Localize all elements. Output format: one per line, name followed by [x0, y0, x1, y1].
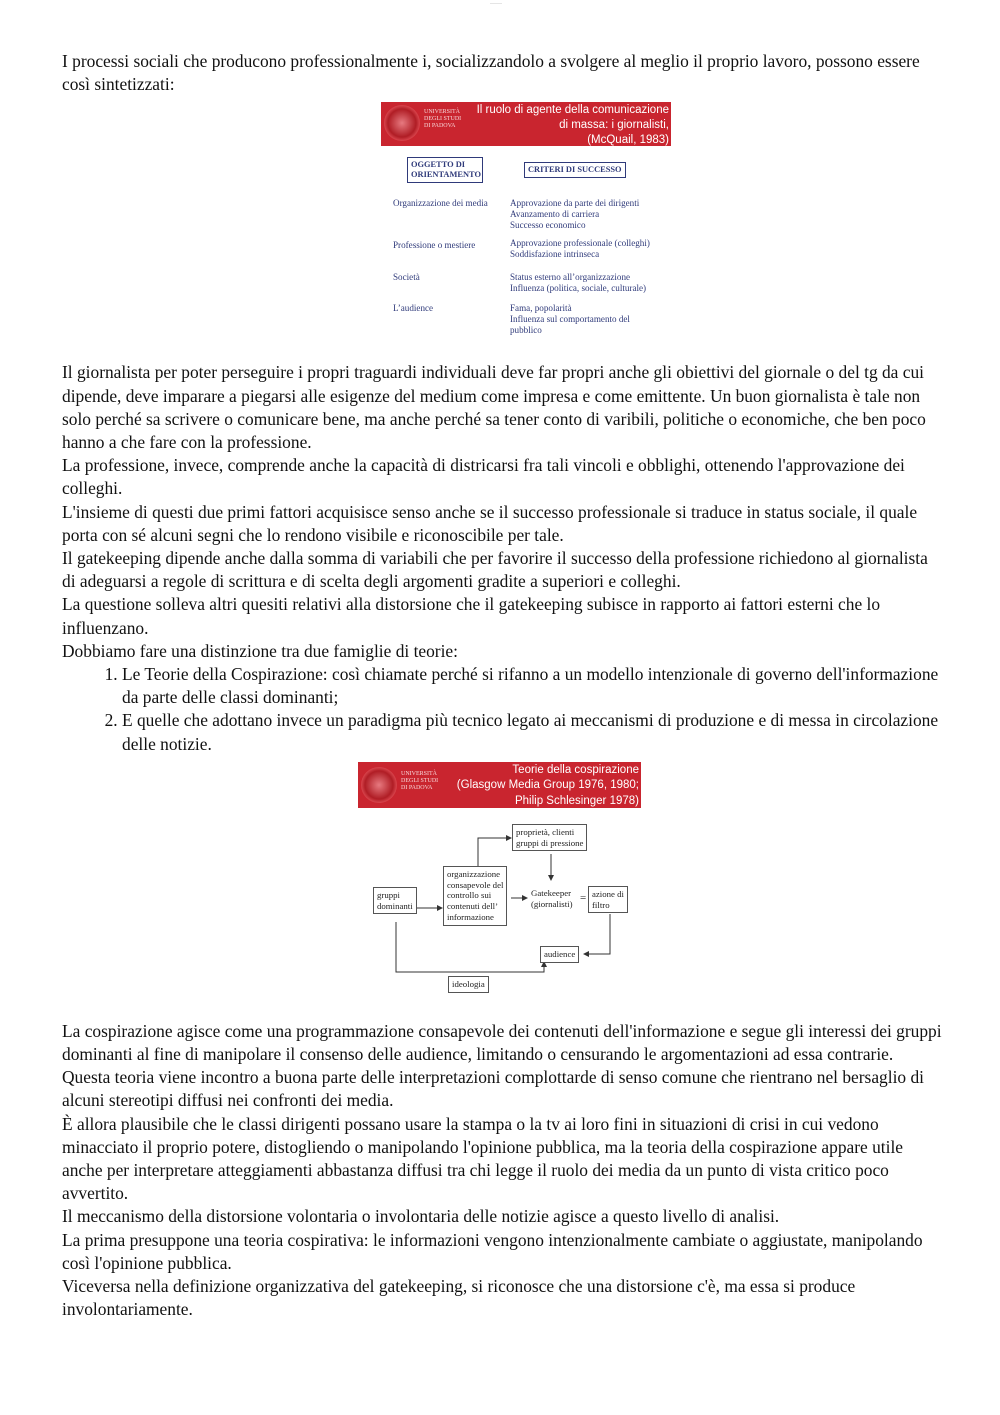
- theory-list: [62, 663, 942, 756]
- figure2-title-line: (Glasgow Media Group 1976, 1980;: [456, 779, 639, 792]
- body-paragraph: Il gatekeeping dipende anche dalla somma di variabili che per favorire il successo della professione richiedono al giornalista di adeguarsi a regole di scrittura e di scelta degli argomenti gradite a superiori e colleghi.: [62, 548, 928, 592]
- figure-conspiracy-diagram: [358, 762, 648, 1002]
- body-paragraph: Dobbiamo fare una distinzione tra due famiglie di teorie:: [62, 640, 458, 661]
- row-object: Società: [393, 272, 420, 283]
- body-paragraph: La cospirazione agisce come una programmazione consapevole dei contenuti dell'informazione e segue gli interessi dei gruppi dominanti al fine di manipolare il consenso delle audience, limitando o censurando le argomentazioni ad essa contrarie. Questa teoria viene incontro a buona parte delle interpretazioni complottarde di senso comune che rientrano nel bersaglio di alcuni stereotipi diffusi nei confronti dei media.: [62, 1020, 942, 1111]
- figure2-title-line: Teorie della cospirazione: [512, 763, 639, 776]
- node-audience: audience: [540, 946, 579, 963]
- list-item: 2. E quelle che adottano invece un paradigma più tecnico legato ai meccanismi di produzione e di messa in circolazione delle notizie.: [122, 709, 942, 755]
- body-paragraph: È allora plausibile che le classi dirigenti possano usare la stampa o la tv ai loro fini in situazioni di crisi in cui vedono minacciato il proprio potere, distogliendo o manipolando l'opinione pubblica, ma la teoria della cospirazione appare utile anche per interpretare atteggiamenti abbastanza diffusi tra chi legge il ruolo dei media da un punto di vista critico poco avvertito.: [62, 1113, 904, 1204]
- university-name: UNIVERSITÀ DEGLI STUDI DI PADOVA: [424, 109, 462, 130]
- row-criteria: Status esterno all’organizzazione Influenza (politica, sociale, culturale): [510, 272, 647, 294]
- arrow-groups-to-audience: [396, 922, 544, 972]
- equals-sign: =: [580, 891, 587, 904]
- node-filter-action: azione di filtro: [588, 886, 628, 914]
- figure1-banner: [381, 102, 671, 146]
- body-paragraph: La professione, invece, comprende anche la capacità di districarsi fra tali vincoli e obblighi, ottenendo l'approvazione dei colleghi.: [62, 455, 905, 499]
- node-conscious-organization: organizzazione consapevole del controllo sui contenuti dell’ informazione: [443, 866, 507, 926]
- row-criteria: Fama, popolarità Influenza sul comportamento del pubblico: [510, 303, 630, 336]
- university-name: UNIVERSITÀ DEGLI STUDI DI PADOVA: [401, 770, 439, 791]
- node-owners-pressure-groups: proprietà, clienti gruppi di pressione: [512, 824, 587, 852]
- body-paragraph: La prima presuppone una teoria cospirativa: le informazioni vengono intenzionalmente cambiate o aggiustate, manipolando così l'opinione pubblica.: [62, 1229, 923, 1273]
- row-object: Professione o mestiere: [393, 240, 476, 251]
- body-paragraph: L'insieme di questi due primi fattori acquisisce senso anche se il successo professionale si traduce in status sociale, il quale porta con sé alcuni segni che lo rendono visibile e riconoscibile per tale.: [62, 501, 918, 545]
- row-object: Organizzazione dei media: [393, 198, 488, 209]
- body-paragraph: Viceversa nella definizione organizzativa del gatekeeping, si riconosce che una distorsione c'è, ma essa si produce involontariamente.: [62, 1276, 856, 1320]
- node-ideology: ideologia: [448, 976, 489, 993]
- node-gatekeeper: Gatekeeper (giornalisti): [528, 886, 576, 912]
- body-paragraph: Il meccanismo della distorsione volontaria o involontaria delle notizie agisce a questo livello di analisi.: [62, 1206, 780, 1227]
- figure1-title-line: di massa: i giornalisti,: [559, 119, 669, 132]
- figure2-title-line: Philip Schlesinger 1978): [514, 794, 639, 807]
- arrow-filter-to-audience: [584, 914, 610, 954]
- page-header-mark: ———: [490, 0, 502, 5]
- node-dominant-groups: gruppi dominanti: [373, 887, 417, 915]
- figure1-title-line: (McQuail, 1983): [587, 134, 669, 147]
- body-paragraph: Il giornalista per poter perseguire i propri traguardi individuali deve far propri anche gli obiettivi del giornale o del tg da cui dipende, deve imparare a piegarsi alle esigenze del medium come impresa e come emittente. Un buon giornalista è tale non solo perché sa scrivere o comunicare bene, ma anche perché sa tener conto di varibili, politiche o economiche, che ben poco hanno a che fare con la professione.: [62, 362, 926, 453]
- figure1-title-line: Il ruolo di agente della comunicazione: [476, 104, 669, 117]
- list-item: 1. Le Teorie della Cospirazione: così chiamate perché si rifanno a un modello intenzionale di governo dell'informazione da parte delle classi dominanti;: [122, 663, 942, 709]
- document-page: [62, 50, 942, 1322]
- row-criteria: Approvazione professionale (colleghi) Soddisfazione intrinseca: [510, 238, 650, 260]
- success-criteria-header: CRITERI DI SUCCESSO: [524, 162, 626, 178]
- figure1-title: [477, 103, 669, 148]
- body-paragraph: La questione solleva altri quesiti relativi alla distorsione che il gatekeeping subisce in rapporto ai fattori esterni che lo influenzano.: [62, 594, 881, 638]
- arrow-org-to-owners: [478, 838, 511, 866]
- intro-paragraph: I processi sociali che producono professionalmente i, socializzandolo a svolgere al meglio il proprio lavoro, possono essere così sintetizzati:: [62, 51, 920, 95]
- row-criteria: Approvazione da parte dei dirigenti Avanzamento di carriera Successo economico: [510, 198, 640, 231]
- row-object: L’audience: [393, 303, 434, 314]
- figure-mcquail-table: [381, 102, 671, 340]
- orientation-header: OGGETTO DI ORIENTAMENTO: [407, 157, 483, 183]
- university-seal-icon: [384, 105, 420, 141]
